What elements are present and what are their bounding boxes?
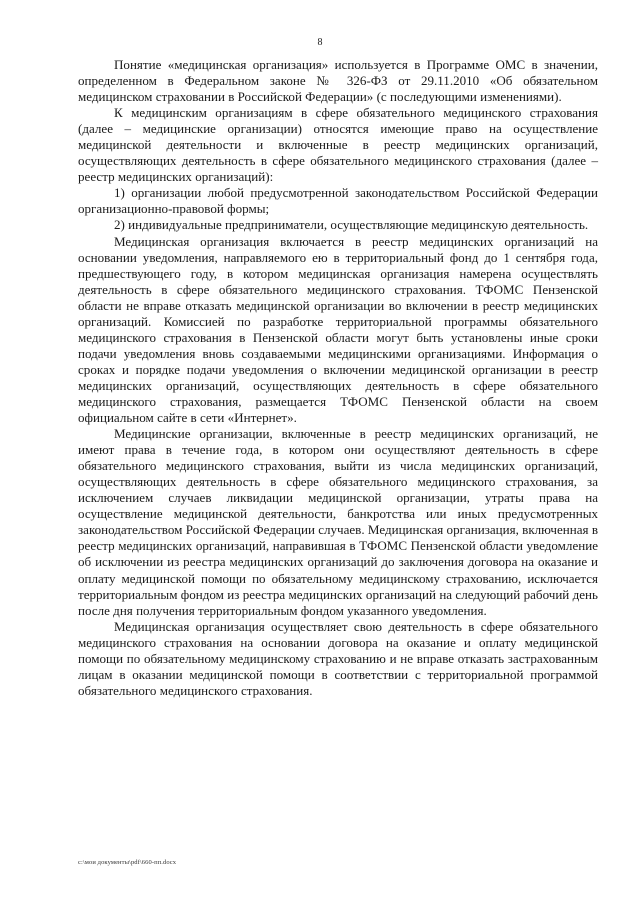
paragraph-list-item-1: 1) организации любой предусмотренной законодательством Российской Федерации организационно-правовой формы; bbox=[78, 185, 598, 217]
paragraph-activity-basis: Медицинская организация осуществляет свою деятельность в сфере обязательного медицинского страхования на основании договора на оказание и оплату медицинской помощи по обязательному медицинскому страхованию и не вправе отказать застрахованным лицам в оказании медицинской помощи в соответствии с территориальной программой обязательного медицинского страхования. bbox=[78, 618, 598, 698]
paragraph-definition: Понятие «медицинская организация» используется в Программе ОМС в значении, определенном в Федеральном законе № 326-ФЗ от 29.11.2010 «Об обязательном медицинском страховании в Российской Федерации» (с последующими изменениями). bbox=[78, 57, 598, 105]
page-number: 8 bbox=[317, 37, 323, 48]
paragraph-registry-exclusion: Медицинские организации, включенные в реестр медицинских организаций, не имеют права в течение года, в котором они осуществляют деятельность в сфере обязательного медицинского страхования, выйти из числа медицинских организаций, осуществляющих деятельность в сфере обязательного медицинского страхования, за исключением случаев ликвидации медицинской организации, утраты права на осуществление медицинской деятельности, банкротства или иных предусмотренных законодательством Российской Федерации случаев. Медицинская организация, включенная в реестр медицинских организаций, направившая в ТФОМС Пензенской области уведомление об исключении из реестра медицинских организаций до заключения договора на оказание и оплату медицинской помощи по обязательному медицинскому страхованию, исключается территориальным фондом из реестра медицинских организаций на следующий рабочий день после дня получения территориальным фондом указанного уведомления. bbox=[78, 426, 598, 618]
paragraph-list-item-2: 2) индивидуальные предприниматели, осуществляющие медицинскую деятельность. bbox=[114, 217, 589, 233]
document-body bbox=[78, 57, 598, 699]
paragraph-registry-inclusion: Медицинская организация включается в реестр медицинских организаций на основании уведомления, направляемого ею в территориальный фонд до 1 сентября года, предшествующего году, в котором медицинская организация намерена осуществлять деятельность в сфере обязательного медицинского страхования. ТФОМС Пензенской области не вправе отказать медицинской организации во включении в реестр медицинских организаций. Комиссией по разработке территориальной программы обязательного медицинского страхования в Пензенской области могут быть установлены иные сроки подачи уведомления вновь создаваемыми медицинскими организациями. Информация о сроках и порядке подачи уведомления о включении медицинской организации в реестр медицинских организаций, осуществляющих деятельность в сфере обязательного медицинского страхования, размещается ТФОМС Пензенской области на своем официальном сайте в сети «Интернет». bbox=[78, 233, 598, 426]
paragraph-medical-organizations: К медицинским организациям в сфере обязательного медицинского страхования (далее – медицинские организации) относятся имеющие право на осуществление медицинской деятельности и включенные в реестр медицинских организаций, осуществляющих деятельность в сфере обязательного медицинского страхования (далее – реестр медицинских организаций): bbox=[78, 105, 598, 185]
footer-file-path: c:\мои документы\pdf\660-пп.docx bbox=[78, 859, 177, 866]
